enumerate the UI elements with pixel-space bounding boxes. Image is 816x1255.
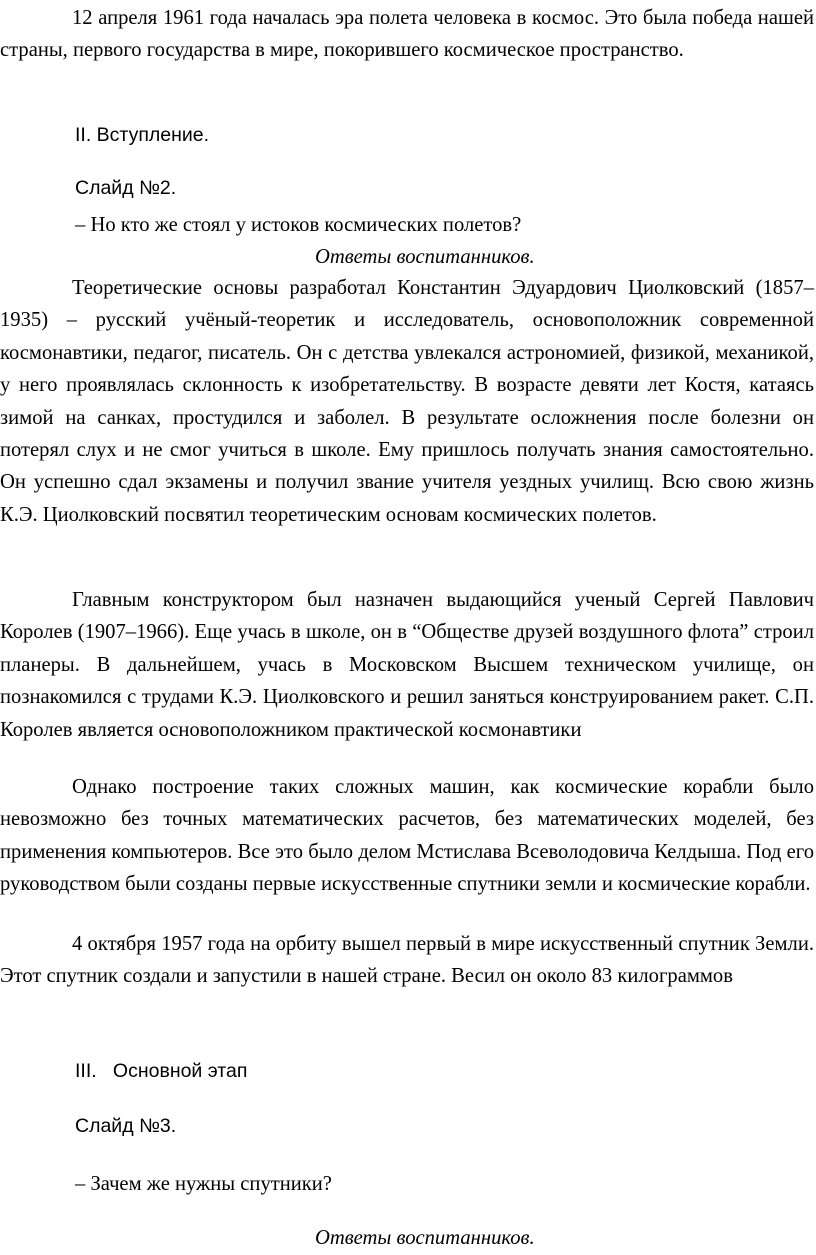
slide-2-label: Слайд №2. [75,177,177,199]
paragraph-sputnik-block [0,928,814,993]
paragraph-tsiolkovsky: Теоретические основы разработал Константин Эдуардович Циолковский (1857–1935) – русский учёный-теоретик и исследователь, основоположник современной космонавтики, педагог, писатель. Он с детства увлекался астрономией, физикой, механикой, у него проявлялась склонность к изобретательству. В возрасте девяти лет Костя, катаясь зимой на санках, простудился и заболел. В результате осложнения после болезни он потерял слух и не смог учиться в школе. Ему пришлось получать знания самостоятельно. Он успешно сдал экзамены и получил звание учителя уездных училищ. Всю свою жизнь К.Э. Циолковский посвятил теоретическим основам космических полетов. [0,277,814,526]
paragraph-korolev: Главным конструктором был назначен выдающийся ученый Сергей Павлович Королев (1907–1966). Еще учась в школе, он в “Обществе друзей воздушного флота” строил планеры. В дальнейшем, учась в Московском Высшем техническом училище, он познакомился с трудами К.Э. Циолковского и решил заняться конструированием ракет. С.П. Королев является основоположником практической космонавтики [0,589,814,741]
paragraph-keldysh-block [0,771,814,901]
answers-1: Ответы воспитанников. [315,246,535,268]
section-2-heading: II. Вступление. [75,124,210,146]
answers-2: Ответы воспитанников. [315,1227,535,1249]
intro-paragraph: 12 апреля 1961 года началась эра полета человека в космос. Это была победа нашей страны, первого государства в мире, покорившего космическое пространство. [0,7,814,62]
paragraph-sputnik: 4 октября 1957 года на орбиту вышел первый в мире искусственный спутник Земли. Этот спутник создали и запустили в нашей стране. Весил он около 83 килограммов [0,933,814,988]
paragraph-tsiolkovsky-block [0,272,814,531]
question-2: – Зачем же нужны спутники? [75,1173,332,1195]
question-1: – Но кто же стоял у истоков космических полетов? [75,214,522,236]
intro-paragraph-block [0,2,814,67]
slide-3-label: Слайд №3. [75,1115,177,1137]
paragraph-korolev-block [0,584,814,746]
section-3-heading: III. Основной этап [75,1060,248,1082]
paragraph-keldysh: Однако построение таких сложных машин, как космические корабли было невозможно без точных математических расчетов, без математических моделей, без применения компьютеров. Все это было делом Мстислава Всеволодовича Келдыша. Под его руководством были созданы первые искусственные спутники земли и космические корабли. [0,776,814,896]
